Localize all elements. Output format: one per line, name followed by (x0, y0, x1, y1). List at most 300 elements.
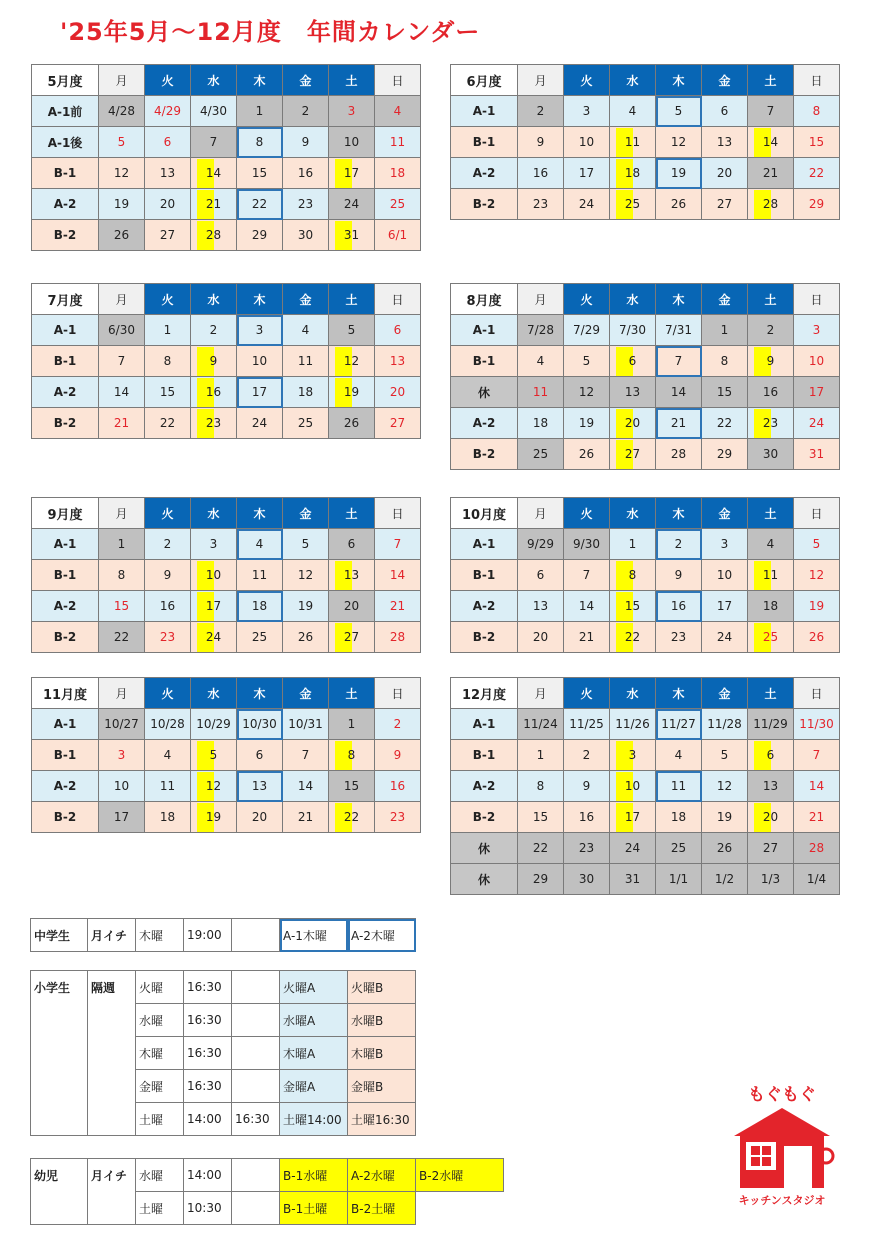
day-cell (283, 346, 329, 377)
day-cell (794, 709, 840, 740)
day-number: 11 (251, 568, 268, 582)
day-number: 10/31 (288, 717, 323, 731)
day-cell (283, 622, 329, 653)
day-number: 20 (762, 810, 779, 824)
day-number: 5 (301, 537, 310, 551)
day-number: 3 (209, 537, 218, 551)
day-number: 28 (808, 841, 825, 855)
weekday-header: 火 (145, 678, 191, 709)
day-cell (237, 709, 283, 740)
day-number: 16 (297, 166, 314, 180)
day-number: 14 (205, 166, 222, 180)
weekday-header: 木 (237, 498, 283, 529)
day-cell (237, 529, 283, 560)
month-label: 8月度 (451, 284, 518, 315)
weekday-header: 土 (329, 284, 375, 315)
day-number: 15 (251, 166, 268, 180)
middle-school-schedule (30, 918, 416, 952)
day-number: 8 (720, 354, 729, 368)
class-label: B-2 (451, 439, 518, 470)
day-cell (656, 158, 702, 189)
day-number: 7 (766, 104, 775, 118)
day-number: 24 (624, 841, 641, 855)
day-cell (283, 802, 329, 833)
day-number: 24 (343, 197, 360, 211)
day-cell (656, 591, 702, 622)
day-number: 4 (163, 748, 172, 762)
day-number: 21 (205, 197, 222, 211)
day-cell (283, 740, 329, 771)
day-number: 15 (113, 599, 130, 613)
day-number: 27 (716, 197, 733, 211)
day-number: 20 (624, 416, 641, 430)
class-a2: A-2木曜 (348, 919, 416, 952)
day-label: 木曜 (136, 919, 184, 952)
weekday-header: 火 (564, 65, 610, 96)
day-cell (375, 127, 421, 158)
weekday-header: 土 (748, 678, 794, 709)
weekday-header: 金 (283, 284, 329, 315)
day-cell (518, 864, 564, 895)
day-cell (329, 771, 375, 802)
day-cell (794, 560, 840, 591)
week-row (451, 560, 840, 591)
day-cell (794, 315, 840, 346)
class-a: 金曜A (280, 1070, 348, 1103)
day-cell (702, 771, 748, 802)
week-row (32, 220, 421, 251)
day-number: 8 (628, 568, 637, 582)
day-number: 28 (205, 228, 222, 242)
weekday-header: 木 (237, 284, 283, 315)
day-cell (564, 377, 610, 408)
class-label: 休 (451, 833, 518, 864)
month-calendar (450, 497, 840, 653)
day-cell (237, 408, 283, 439)
day-number: 11 (389, 135, 406, 149)
day-number: 16 (532, 166, 549, 180)
day-cell (145, 158, 191, 189)
week-row (32, 802, 421, 833)
day-cell (702, 439, 748, 470)
day-cell (518, 96, 564, 127)
day-cell (748, 127, 794, 158)
day-cell (329, 622, 375, 653)
day-number: 9 (674, 568, 683, 582)
day-number: 11/30 (799, 717, 834, 731)
day-cell (656, 96, 702, 127)
day-number: 3 (812, 323, 821, 337)
day-cell (375, 771, 421, 802)
day-number: 3 (582, 104, 591, 118)
day-cell (145, 560, 191, 591)
month-calendar (31, 64, 421, 251)
time-label: 14:00 (184, 1103, 232, 1136)
day-number: 21 (762, 166, 779, 180)
day-number: 27 (624, 447, 641, 461)
weekday-header: 月 (99, 65, 145, 96)
day-number: 26 (578, 447, 595, 461)
week-row (451, 622, 840, 653)
day-number: 20 (532, 630, 549, 644)
day-cell (99, 622, 145, 653)
day-cell (99, 709, 145, 740)
day-cell (794, 189, 840, 220)
class-label: A-2 (451, 158, 518, 189)
day-cell (518, 560, 564, 591)
day-number: 10 (343, 135, 360, 149)
day-number: 16 (762, 385, 779, 399)
day-number: 13 (624, 385, 641, 399)
weekday-header: 月 (99, 284, 145, 315)
day-cell (375, 377, 421, 408)
day-number: 31 (808, 447, 825, 461)
day-number: 13 (716, 135, 733, 149)
logo-top-text: もぐもぐ (748, 1085, 816, 1105)
day-cell (191, 622, 237, 653)
day-number: 6 (163, 135, 172, 149)
day-number: 1 (720, 323, 729, 337)
weekday-header: 木 (656, 678, 702, 709)
time-label: 16:30 (184, 971, 232, 1004)
day-cell (656, 346, 702, 377)
day-cell (329, 189, 375, 220)
day-cell (375, 709, 421, 740)
day-number: 19 (670, 166, 687, 180)
time-label: 16:30 (184, 1070, 232, 1103)
week-row (451, 529, 840, 560)
day-cell (610, 315, 656, 346)
day-cell (564, 864, 610, 895)
day-cell (564, 771, 610, 802)
page-title: '25年5月～12月度 年間カレンダー (60, 18, 481, 46)
day-number: 10/30 (242, 717, 277, 731)
class-label: B-1 (32, 346, 99, 377)
day-number: 13 (532, 599, 549, 613)
week-row (32, 709, 421, 740)
month-label: 6月度 (451, 65, 518, 96)
day-number: 1 (536, 748, 545, 762)
day-number: 17 (716, 599, 733, 613)
day-number: 20 (716, 166, 733, 180)
class-label: A-1 (32, 709, 99, 740)
week-row (451, 127, 840, 158)
day-number: 8 (812, 104, 821, 118)
day-number: 4 (536, 354, 545, 368)
day-number: 8 (536, 779, 545, 793)
day-number: 9 (536, 135, 545, 149)
day-cell (283, 127, 329, 158)
day-cell (610, 802, 656, 833)
day-cell (145, 740, 191, 771)
day-number: 10/29 (196, 717, 231, 731)
day-number: 18 (159, 810, 176, 824)
day-number: 6 (393, 323, 402, 337)
day-cell (656, 622, 702, 653)
day-cell (748, 315, 794, 346)
day-number: 4/28 (108, 104, 135, 118)
day-cell (375, 740, 421, 771)
day-cell (237, 771, 283, 802)
day-cell (145, 315, 191, 346)
weekday-header: 金 (702, 65, 748, 96)
day-cell (375, 220, 421, 251)
day-number: 3 (347, 104, 356, 118)
day-cell (283, 560, 329, 591)
class-label: A-1 (451, 529, 518, 560)
day-cell (283, 529, 329, 560)
day-number: 1 (255, 104, 264, 118)
week-row (451, 96, 840, 127)
day-number: 5 (347, 323, 356, 337)
day-cell (564, 127, 610, 158)
day-number: 15 (624, 599, 641, 613)
day-cell (610, 591, 656, 622)
day-cell (375, 591, 421, 622)
class-b: 木曜B (348, 1037, 416, 1070)
time-label: 14:00 (184, 1159, 232, 1192)
day-number: 17 (251, 385, 268, 399)
day-cell (564, 346, 610, 377)
week-row (451, 189, 840, 220)
day-number: 22 (808, 166, 825, 180)
month-calendar (450, 677, 840, 895)
day-cell (702, 622, 748, 653)
class-2: B-2土曜 (348, 1192, 416, 1225)
day-number: 5 (209, 748, 218, 762)
day-cell (748, 408, 794, 439)
day-number: 1 (117, 537, 126, 551)
day-number: 2 (582, 748, 591, 762)
day-number: 18 (251, 599, 268, 613)
day-cell (329, 529, 375, 560)
day-number: 26 (808, 630, 825, 644)
day-cell (518, 591, 564, 622)
weekday-header: 日 (794, 678, 840, 709)
month-label: 9月度 (32, 498, 99, 529)
day-cell (237, 740, 283, 771)
week-row (32, 560, 421, 591)
day-cell (375, 189, 421, 220)
day-cell (564, 189, 610, 220)
day-number: 22 (113, 630, 130, 644)
day-cell (656, 709, 702, 740)
weekday-header: 金 (702, 498, 748, 529)
day-number: 28 (762, 197, 779, 211)
day-number: 25 (670, 841, 687, 855)
day-cell (794, 439, 840, 470)
day-cell (564, 439, 610, 470)
day-number: 4 (301, 323, 310, 337)
day-number: 17 (343, 166, 360, 180)
day-number: 1 (347, 717, 356, 731)
day-cell (656, 408, 702, 439)
weekday-header: 水 (191, 498, 237, 529)
day-number: 6 (720, 104, 729, 118)
class-label: A-2 (451, 591, 518, 622)
weekday-header: 水 (610, 498, 656, 529)
day-number: 9/30 (573, 537, 600, 551)
day-cell (518, 408, 564, 439)
day-number: 29 (532, 872, 549, 886)
day-cell (518, 833, 564, 864)
class-1: B-1水曜 (280, 1159, 348, 1192)
day-cell (656, 802, 702, 833)
day-number: 13 (343, 568, 360, 582)
time-label-2 (232, 1070, 280, 1103)
day-number: 6/1 (387, 228, 408, 242)
day-number: 30 (578, 872, 595, 886)
day-number: 26 (716, 841, 733, 855)
week-row (32, 158, 421, 189)
weekday-header: 金 (283, 65, 329, 96)
day-cell (329, 408, 375, 439)
day-cell (748, 346, 794, 377)
kitchen-studio-logo (722, 1078, 842, 1208)
day-cell (794, 833, 840, 864)
week-row (451, 833, 840, 864)
day-cell (329, 802, 375, 833)
day-cell (191, 346, 237, 377)
day-cell (702, 189, 748, 220)
class-a: 木曜A (280, 1037, 348, 1070)
day-cell (99, 591, 145, 622)
month-calendar (31, 283, 421, 439)
day-cell (656, 127, 702, 158)
weekday-header: 火 (145, 498, 191, 529)
day-label: 木曜 (136, 1037, 184, 1070)
day-cell (237, 158, 283, 189)
day-number: 22 (624, 630, 641, 644)
weekday-header: 日 (794, 284, 840, 315)
day-number: 4 (674, 748, 683, 762)
month-label: 7月度 (32, 284, 99, 315)
day-number: 4/30 (200, 104, 227, 118)
class-label: A-1後 (32, 127, 99, 158)
day-cell (518, 127, 564, 158)
day-number: 2 (536, 104, 545, 118)
day-cell (748, 771, 794, 802)
weekday-header: 金 (283, 498, 329, 529)
day-number: 9 (393, 748, 402, 762)
day-cell (329, 591, 375, 622)
day-cell (656, 439, 702, 470)
day-cell (283, 96, 329, 127)
class-label: B-2 (32, 622, 99, 653)
day-label: 土曜 (136, 1103, 184, 1136)
day-cell (99, 158, 145, 189)
day-cell (145, 377, 191, 408)
day-cell (748, 158, 794, 189)
day-cell (518, 377, 564, 408)
day-cell (702, 408, 748, 439)
day-number: 12 (808, 568, 825, 582)
day-number: 2 (163, 537, 172, 551)
day-number: 5 (720, 748, 729, 762)
day-number: 21 (389, 599, 406, 613)
day-cell (237, 802, 283, 833)
day-number: 7/29 (573, 323, 600, 337)
day-number: 23 (159, 630, 176, 644)
week-row (451, 709, 840, 740)
week-row (32, 96, 421, 127)
day-number: 13 (762, 779, 779, 793)
time-label: 10:30 (184, 1192, 232, 1225)
day-cell (702, 127, 748, 158)
day-number: 19 (808, 599, 825, 613)
day-number: 23 (762, 416, 779, 430)
day-cell (702, 802, 748, 833)
day-number: 14 (578, 599, 595, 613)
class-label: B-2 (32, 220, 99, 251)
day-number: 9/29 (527, 537, 554, 551)
day-cell (191, 127, 237, 158)
day-cell (518, 346, 564, 377)
day-cell (702, 158, 748, 189)
weekday-header: 火 (564, 284, 610, 315)
day-cell (794, 802, 840, 833)
week-row (451, 771, 840, 802)
day-number: 19 (343, 385, 360, 399)
day-number: 21 (113, 416, 130, 430)
day-cell (610, 709, 656, 740)
day-number: 2 (209, 323, 218, 337)
week-row (32, 591, 421, 622)
day-number: 18 (762, 599, 779, 613)
group-label: 中学生 (31, 919, 88, 952)
day-number: 5 (674, 104, 683, 118)
day-number: 23 (578, 841, 595, 855)
day-cell (518, 439, 564, 470)
day-cell (748, 622, 794, 653)
day-cell (237, 189, 283, 220)
day-cell (702, 315, 748, 346)
day-cell (237, 315, 283, 346)
day-number: 8 (117, 568, 126, 582)
day-cell (610, 408, 656, 439)
day-number: 9 (766, 354, 775, 368)
day-number: 20 (343, 599, 360, 613)
day-cell (702, 346, 748, 377)
day-number: 6 (536, 568, 545, 582)
week-row (451, 439, 840, 470)
week-row (451, 408, 840, 439)
day-cell (518, 315, 564, 346)
day-cell (329, 709, 375, 740)
class-label: B-2 (451, 802, 518, 833)
weekday-header: 土 (748, 65, 794, 96)
day-cell (329, 377, 375, 408)
day-number: 14 (297, 779, 314, 793)
weekday-header: 水 (191, 678, 237, 709)
day-cell (145, 529, 191, 560)
day-number: 9 (163, 568, 172, 582)
week-row (32, 189, 421, 220)
day-cell (329, 220, 375, 251)
day-cell (145, 189, 191, 220)
day-number: 14 (113, 385, 130, 399)
day-number: 25 (762, 630, 779, 644)
group-label: 小学生 (31, 971, 88, 1136)
day-cell (748, 560, 794, 591)
time-label-2 (232, 971, 280, 1004)
day-cell (237, 127, 283, 158)
day-number: 7 (674, 354, 683, 368)
day-number: 10/28 (150, 717, 185, 731)
weekday-header: 土 (329, 498, 375, 529)
day-cell (702, 864, 748, 895)
day-number: 22 (159, 416, 176, 430)
